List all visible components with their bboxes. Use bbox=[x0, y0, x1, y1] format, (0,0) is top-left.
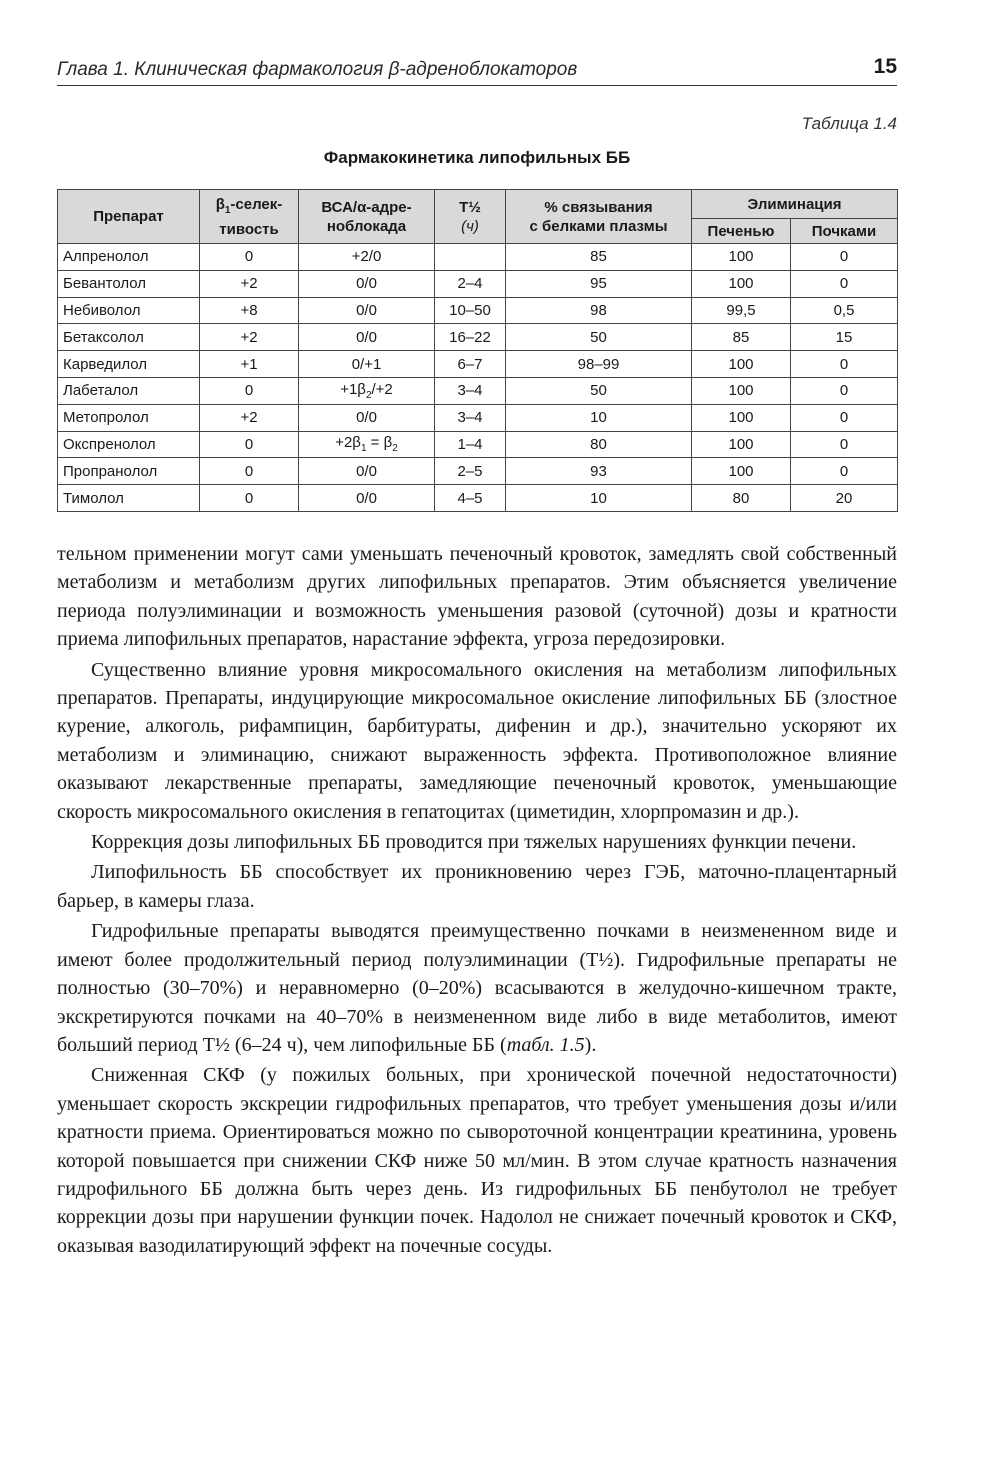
header-elimination: Элиминация bbox=[692, 190, 898, 219]
bca-cell: $+2\beta_1 = \beta_2$ bbox=[299, 431, 435, 458]
half-life-cell: 6–7 bbox=[435, 351, 506, 378]
kidney-cell: 15 bbox=[791, 324, 898, 351]
binding-cell: 98 bbox=[506, 297, 692, 324]
half-life-cell: 4–5 bbox=[435, 485, 506, 512]
liver-cell: 100 bbox=[692, 458, 791, 485]
selectivity-cell: 0 bbox=[200, 458, 299, 485]
liver-cell: 100 bbox=[692, 351, 791, 378]
drug-cell: Бевантолол bbox=[58, 270, 200, 297]
kidney-cell: 0 bbox=[791, 458, 898, 485]
bca-cell: +2/0 bbox=[299, 244, 435, 271]
kidney-cell: 0 bbox=[791, 270, 898, 297]
binding-cell: 10 bbox=[506, 404, 692, 431]
selectivity-cell: 0 bbox=[200, 244, 299, 271]
binding-cell: 80 bbox=[506, 431, 692, 458]
kidney-cell: 0 bbox=[791, 404, 898, 431]
pharmacokinetics-table bbox=[57, 189, 898, 512]
header-kidney: Почками bbox=[791, 219, 898, 244]
table-caption: Таблица 1.4 bbox=[801, 114, 897, 133]
drug-cell: Пропранолол bbox=[58, 458, 200, 485]
bca-cell: 0/0 bbox=[299, 270, 435, 297]
table-row bbox=[58, 458, 898, 485]
liver-cell: 100 bbox=[692, 431, 791, 458]
half-life-cell: 2–5 bbox=[435, 458, 506, 485]
drug-cell: Лабеталол bbox=[58, 377, 200, 404]
table-row bbox=[58, 244, 898, 271]
table-title: Фармакокинетика липофильных ББ bbox=[323, 148, 631, 167]
binding-cell: 95 bbox=[506, 270, 692, 297]
chapter-title: Глава 1. Клиническая фармакология β-адреноблокаторов bbox=[57, 59, 578, 80]
kidney-cell: 0 bbox=[791, 244, 898, 271]
drug-cell: Алпренолол bbox=[58, 244, 200, 271]
table-row bbox=[58, 431, 898, 458]
table-reference: табл. 1.5 bbox=[506, 1033, 585, 1056]
liver-cell: 100 bbox=[692, 377, 791, 404]
header-liver: Печенью bbox=[692, 219, 791, 244]
page-number: 15 bbox=[873, 55, 897, 78]
selectivity-cell: 0 bbox=[200, 431, 299, 458]
bca-cell: 0/0 bbox=[299, 404, 435, 431]
table-row bbox=[58, 297, 898, 324]
drug-cell: Тимолол bbox=[58, 485, 200, 512]
half-life-cell: 16–22 bbox=[435, 324, 506, 351]
bca-cell: $+1\beta_2/+2$ bbox=[299, 377, 435, 404]
paragraph: тельном применении могут сами уменьшать печеночный кровоток, замедлять свой собственный метаболизм и метаболизм других липофильных препаратов. Этим объясняется увеличение периода полуэлиминации и возможность уменьшения разовой (суточной) дозы и кратности приема липофильных препаратов, нарастание эффекта, угроза передозировки. bbox=[57, 543, 897, 651]
running-header bbox=[57, 55, 897, 86]
selectivity-cell: +1 bbox=[200, 351, 299, 378]
paragraph: Гидрофильные препараты выводятся преимущественно почками в неизмененном виде и имеют более продолжительный период полуэлиминации (Т½). Гидрофильные препараты не полностью (30–70%) и неравномерно (0–20%) всасываются в желудочно-кишечном тракте, экскретируются почками на 40–70% в неизмененном виде либо в виде метаболитов, имеют больший период Т½ (6–24 ч), чем липофильные ББ (табл. 1.5). bbox=[57, 920, 897, 1056]
selectivity-cell: 0 bbox=[200, 485, 299, 512]
header-binding: % связывания с белками плазмы bbox=[506, 190, 692, 244]
binding-cell: 50 bbox=[506, 377, 692, 404]
kidney-cell: 0,5 bbox=[791, 297, 898, 324]
table-row bbox=[58, 351, 898, 378]
table-row bbox=[58, 270, 898, 297]
selectivity-cell: +2 bbox=[200, 324, 299, 351]
table-row bbox=[58, 485, 898, 512]
half-life-cell bbox=[435, 244, 506, 271]
liver-cell: 85 bbox=[692, 324, 791, 351]
drug-cell: Метопролол bbox=[58, 404, 200, 431]
binding-cell: 10 bbox=[506, 485, 692, 512]
liver-cell: 80 bbox=[692, 485, 791, 512]
table-row bbox=[58, 377, 898, 404]
drug-cell: Небиволол bbox=[58, 297, 200, 324]
paragraph: Коррекция дозы липофильных ББ проводится при тяжелых нарушениях функции печени. bbox=[91, 831, 857, 854]
bca-cell: 0/0 bbox=[299, 458, 435, 485]
liver-cell: 100 bbox=[692, 270, 791, 297]
half-life-cell: 3–4 bbox=[435, 377, 506, 404]
half-life-cell: 3–4 bbox=[435, 404, 506, 431]
header-bca: ВСА/α-адре- ноблокада bbox=[299, 190, 435, 244]
drug-cell: Бетаксолол bbox=[58, 324, 200, 351]
header-selectivity: $\beta_1-селек-$ тивость bbox=[200, 190, 299, 244]
binding-cell: 50 bbox=[506, 324, 692, 351]
binding-cell: 85 bbox=[506, 244, 692, 271]
bca-cell: 0/0 bbox=[299, 324, 435, 351]
half-life-cell: 2–4 bbox=[435, 270, 506, 297]
paragraph: Липофильность ББ способствует их проникновению через ГЭБ, маточно-плацентарный барьер, в камеры глаза. bbox=[57, 861, 897, 912]
drug-cell: Карведилол bbox=[58, 351, 200, 378]
kidney-cell: 20 bbox=[791, 485, 898, 512]
bca-cell: 0/0 bbox=[299, 297, 435, 324]
bca-cell: 0/+1 bbox=[299, 351, 435, 378]
drug-cell: Окспренолол bbox=[58, 431, 200, 458]
kidney-cell: 0 bbox=[791, 351, 898, 378]
header-drug: Препарат bbox=[58, 190, 200, 244]
selectivity-cell: 0 bbox=[200, 377, 299, 404]
kidney-cell: 0 bbox=[791, 431, 898, 458]
paragraph: Существенно влияние уровня микросомального окисления на метаболизм липофильных препаратов. Препараты, индуцирующие микросомальное окисление липофильных ББ (злостное курение, алкоголь, рифампицин, барбитураты, дифенин и др.), значительно ускоряют их метаболизм и элиминацию, снижают выраженность эффекта. Противоположное влияние оказывают лекарственные препараты, замедляющие печеночный кровоток, уменьшающие скорость микросомального окисления в гепатоцитах (циметидин, хлорпромазин и др.). bbox=[57, 658, 897, 823]
binding-cell: 98–99 bbox=[506, 351, 692, 378]
body-text bbox=[57, 540, 897, 1260]
kidney-cell: 0 bbox=[791, 377, 898, 404]
header-half-life: Т½ (ч) bbox=[435, 190, 506, 244]
selectivity-cell: +2 bbox=[200, 270, 299, 297]
paragraph: Сниженная СКФ (у пожилых больных, при хронической почечной недостаточности) уменьшает скорость экскреции гидрофильных препаратов, что требует уменьшения дозы и/или кратности приема. Ориентироваться можно по сывороточной концентрации креатинина, уровень которой повышается при снижении СКФ ниже 50 мл/мин. В этом случае кратность назначения гидрофильного ББ должна быть через день. Из гидрофильных ББ пенбутолол не требует коррекции дозы при нарушении функции почек. Надолол не снижает почечный кровоток и СКФ, оказывая вазодилатирующий эффект на почечные сосуды. bbox=[57, 1064, 897, 1257]
half-life-cell: 10–50 bbox=[435, 297, 506, 324]
liver-cell: 100 bbox=[692, 244, 791, 271]
table-row bbox=[58, 324, 898, 351]
liver-cell: 100 bbox=[692, 404, 791, 431]
liver-cell: 99,5 bbox=[692, 297, 791, 324]
selectivity-cell: +8 bbox=[200, 297, 299, 324]
selectivity-cell: +2 bbox=[200, 404, 299, 431]
binding-cell: 93 bbox=[506, 458, 692, 485]
half-life-cell: 1–4 bbox=[435, 431, 506, 458]
bca-cell: 0/0 bbox=[299, 485, 435, 512]
table-row bbox=[58, 404, 898, 431]
